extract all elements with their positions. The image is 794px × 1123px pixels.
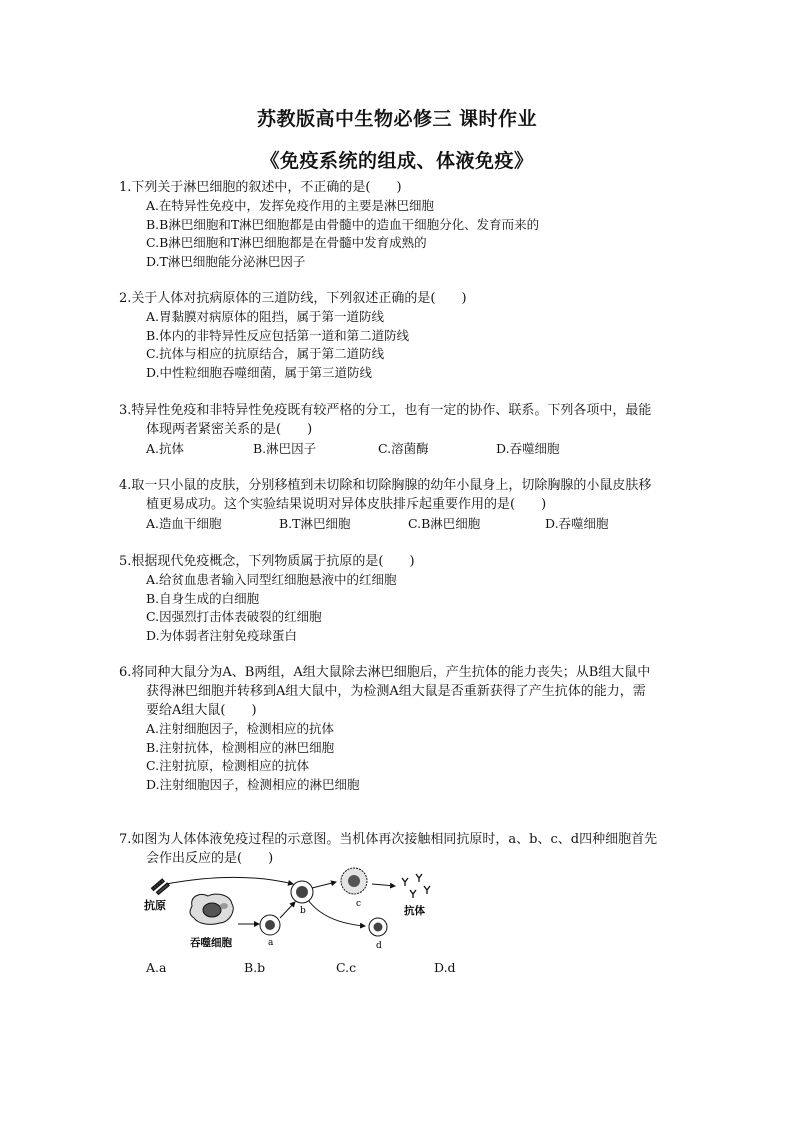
option-d: D.为体弱者注射免疫球蛋白 — [146, 627, 298, 643]
option-b: B.体内的非特异性反应包括第一道和第二道防线 — [146, 327, 410, 343]
page-title: 苏教版高中生物必修三 课时作业 — [256, 108, 538, 130]
question-stem-line-2: 植更易成功。这个实验结果说明对异体皮肤排斥起重要作用的是( ) — [146, 497, 547, 512]
question-5 — [119, 552, 699, 645]
question-3 — [119, 401, 699, 458]
antigen-label: 抗原 — [144, 899, 166, 912]
option-b: B.淋巴因子 — [253, 441, 317, 456]
option-b: B.b — [244, 960, 266, 975]
question-stem-line-1: 3.特异性免疫和非特异性免疫既有较严格的分工，也有一定的协作、联系。下列各项中，最能 — [119, 403, 652, 418]
arrow-a-to-b — [280, 902, 295, 918]
antigen-icon — [152, 879, 170, 894]
option-d: D.中性粒细胞吞噬细菌，属于第三道防线 — [146, 364, 373, 380]
option-d: D.注射细胞因子，检测相应的淋巴细胞 — [146, 776, 360, 792]
antibody-icon — [402, 874, 430, 898]
question-stem-line-3: 要给A组大鼠( ) — [146, 703, 257, 718]
option-a: A.抗体 — [146, 441, 185, 456]
arrow-b-to-c — [312, 882, 336, 888]
option-b: B.自身生成的白细胞 — [146, 590, 260, 606]
question-stem-line-2: 会作出反应的是( ) — [146, 851, 274, 866]
option-d: D.吞噬细胞 — [496, 441, 560, 456]
option-a: A.给贫血患者输入同型红细胞悬液中的红细胞 — [146, 572, 397, 587]
option-c: C.注射抗原，检测相应的抗体 — [146, 758, 310, 773]
option-c: C.B淋巴细胞和T淋巴细胞都是在骨髓中发育成熟的 — [146, 235, 427, 250]
phagocyte-label: 吞噬细胞 — [190, 937, 232, 949]
cell-c-icon — [341, 868, 367, 894]
question-stem-line-2: 获得淋巴细胞并转移到A组大鼠中，为检测A组大鼠是否重新获得了产生抗体的能力，需 — [146, 684, 646, 699]
cell-b-icon — [291, 881, 313, 903]
options-row — [119, 439, 699, 458]
option-b: B.注射抗体，检测相应的淋巴细胞 — [146, 739, 335, 755]
option-a: A.在特异性免疫中，发挥免疫作用的主要是淋巴细胞 — [146, 198, 435, 213]
option-b: B.T淋巴细胞 — [279, 516, 351, 531]
cell-d-label: d — [376, 941, 382, 951]
option-c: C.c — [336, 960, 357, 975]
page-subtitle: 《免疫系统的组成、体液免疫》 — [260, 150, 534, 172]
question-stem-line-1: 4.取一只小鼠的皮肤，分别移植到未切除和切除胸腺的幼年小鼠身上，切除胸腺的小鼠皮肤移 — [119, 478, 652, 493]
option-d: D.T淋巴细胞能分泌淋巴因子 — [146, 253, 306, 269]
question-2 — [119, 289, 699, 382]
question-6 — [119, 663, 699, 794]
option-d: D.d — [434, 960, 456, 975]
question-7 — [119, 830, 699, 868]
option-c: C.因强烈打击体表破裂的红细胞 — [146, 609, 322, 624]
option-c: C.抗体与相应的抗原结合，属于第二道防线 — [146, 346, 385, 361]
options-row — [119, 958, 699, 977]
cell-d-icon — [369, 918, 387, 936]
cell-a-icon — [260, 915, 280, 935]
question-stem-line-1: 7.如图为人体体液免疫过程的示意图。当机体再次接触相同抗原时，a、b、c、d四种细胞首先 — [119, 832, 658, 847]
cell-c-label: c — [356, 899, 362, 909]
option-c: C.溶菌酶 — [378, 441, 429, 456]
cell-a-label: a — [268, 938, 274, 948]
options-row — [119, 514, 699, 533]
question-1 — [119, 178, 699, 271]
phagocyte-icon — [190, 894, 233, 924]
antibody-label: 抗体 — [404, 905, 425, 917]
option-a: A.注射细胞因子，检测相应的抗体 — [146, 721, 335, 736]
option-a: A.造血干细胞 — [146, 516, 222, 531]
question-stem: 2.关于人体对抗病原体的三道防线，下列叙述正确的是( ) — [119, 291, 467, 306]
arrow-antigen-to-b — [166, 877, 293, 884]
option-a: A.a — [146, 960, 167, 975]
option-a: A.胃黏膜对病原体的阻挡，属于第一道防线 — [146, 309, 385, 324]
question-4 — [119, 476, 699, 533]
question-stem-line-2: 体现两者紧密关系的是( ) — [146, 422, 313, 437]
option-c: C.B淋巴细胞 — [408, 516, 481, 531]
question-stem: 5.根据现代免疫概念，下列物质属于抗原的是( ) — [119, 554, 415, 569]
question-7-options — [119, 958, 699, 977]
arrow-c-to-antibody — [372, 884, 395, 886]
humoral-immunity-diagram — [140, 866, 460, 956]
cell-b-label: b — [300, 906, 306, 916]
option-d: D.吞噬细胞 — [545, 516, 609, 531]
question-stem: 1.下列关于淋巴细胞的叙述中，不正确的是( ) — [119, 180, 402, 195]
option-b: B.B淋巴细胞和T淋巴细胞都是由骨髓中的造血干细胞分化、发育而来的 — [146, 216, 540, 232]
question-stem-line-1: 6.将同种大鼠分为A、B两组，A组大鼠除去淋巴细胞后，产生抗体的能力丧失；从B组大鼠中 — [119, 665, 651, 680]
